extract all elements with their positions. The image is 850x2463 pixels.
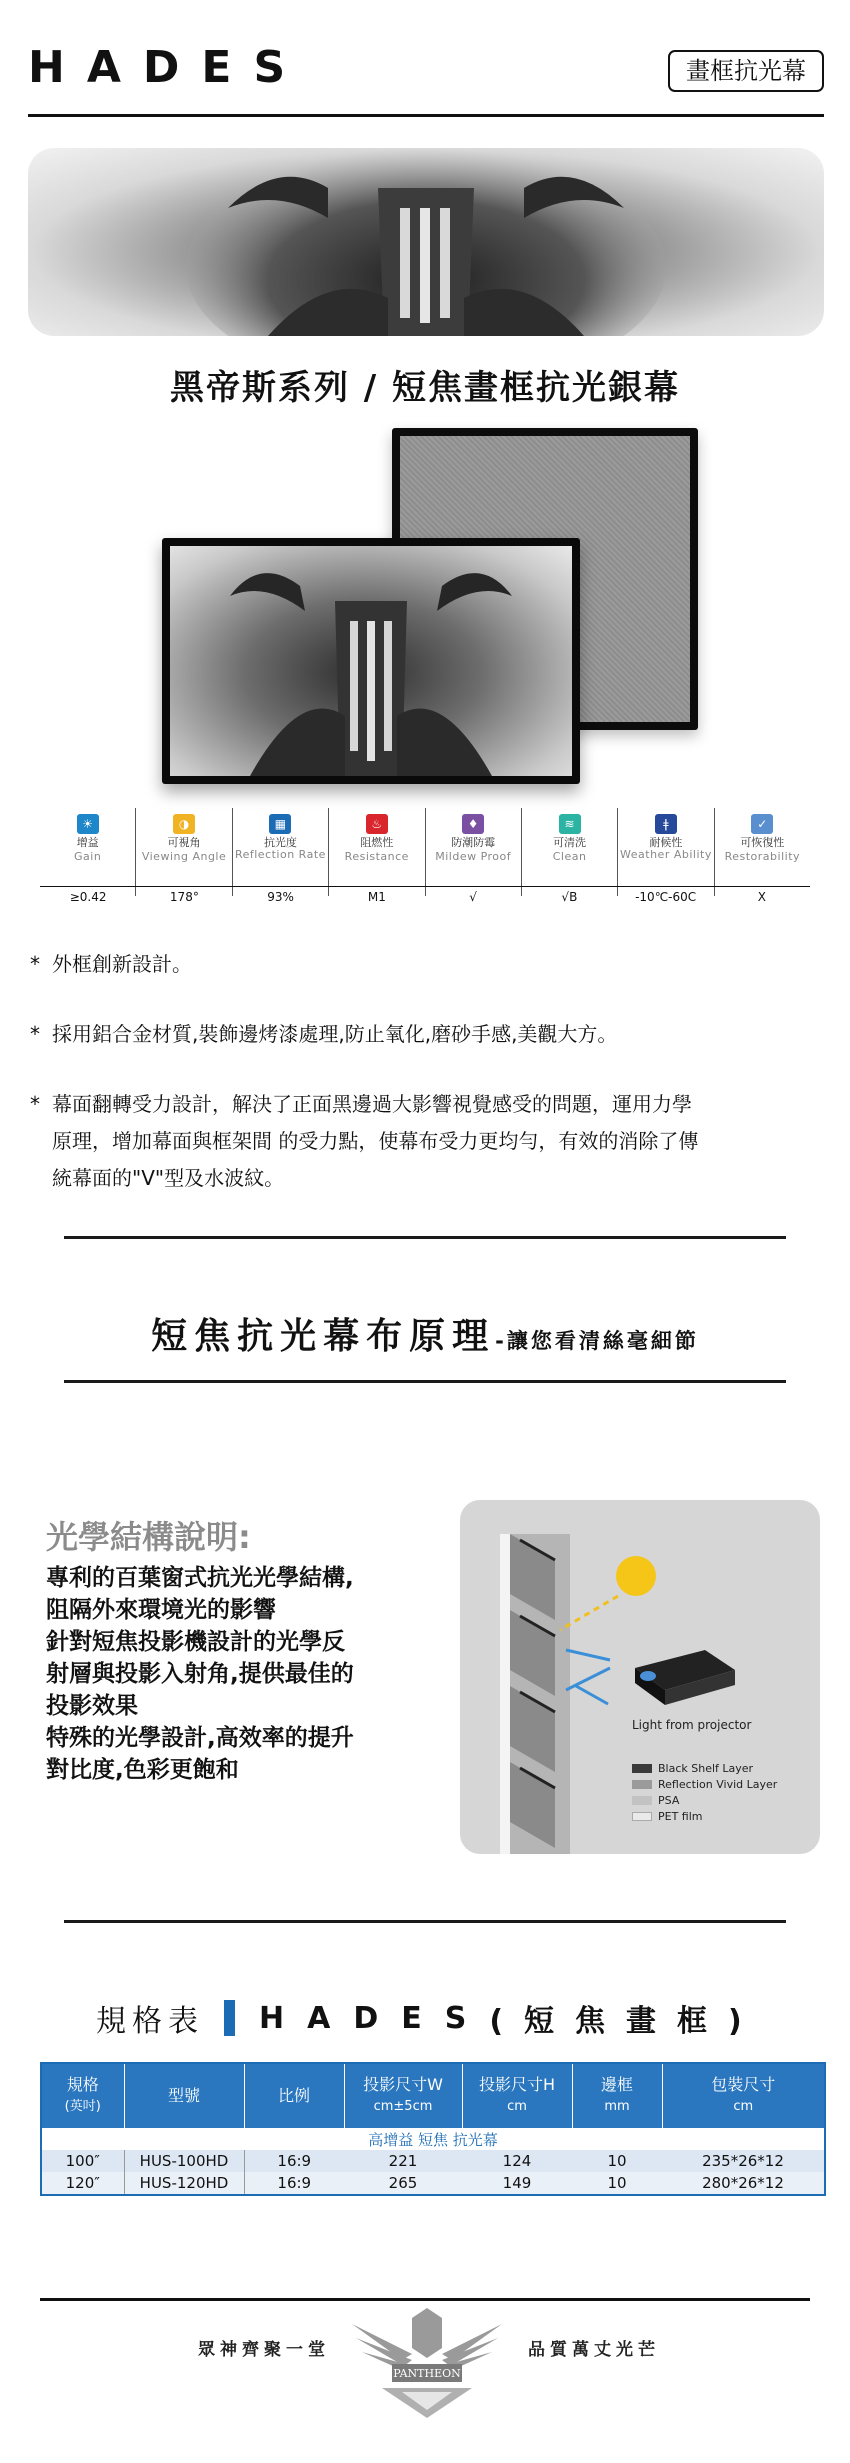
warrior-banner-art — [28, 148, 824, 336]
spec-label-zh: 阻燃性 — [360, 836, 394, 849]
bullet-star: * — [30, 1022, 40, 1046]
spec-label-en: Viewing Angle — [141, 850, 227, 863]
spec-label-zh: 抗光度 — [263, 836, 297, 849]
feature-3: * 幕面翻轉受力設計，解決了正面黑邊過大影響視覺感受的問題，運用力學 原理，增加幕面與框架間 的受力點，使幕布受力更均勻，有效的消除了傳 統幕面的"V"型及水波紋。 — [30, 1086, 830, 1197]
legend-swatch — [632, 1780, 652, 1789]
spec-table — [40, 2062, 826, 2196]
spec-value-divider — [40, 886, 810, 887]
principle-heading: 短焦抗光幕布原理-讓您看清絲毫細節 — [151, 1316, 699, 1357]
spec-value: √B — [561, 890, 578, 904]
spec-icon-row — [40, 808, 810, 896]
spec-value: X — [757, 890, 766, 904]
eye-angle-icon: ◑ — [173, 814, 195, 834]
legend-item: Black Shelf Layer — [632, 1762, 753, 1775]
svg-text:PANTHEON: PANTHEON — [393, 2367, 461, 2380]
table-header-row — [42, 2064, 824, 2128]
thermometer-icon: ǂ — [655, 814, 677, 834]
optics-title: 光學結構說明: — [46, 1518, 251, 1556]
projector-label: Light from projector — [632, 1718, 752, 1732]
droplet-icon: ♦ — [462, 814, 484, 834]
spec-value: ≥0.42 — [69, 890, 107, 904]
pantheon-logo-icon — [342, 2304, 512, 2420]
spec-label-zh: 防潮防霉 — [451, 836, 496, 849]
spec-reflection-rate — [233, 808, 329, 896]
spec-value-row — [40, 890, 810, 908]
bullet-star: * — [30, 1092, 40, 1116]
col-size: 規格 (英吋) — [42, 2064, 124, 2128]
spec-value: M1 — [367, 890, 386, 904]
spec-value: -10℃-60C — [635, 890, 697, 904]
col-frame: 邊框 mm — [572, 2064, 662, 2128]
section-divider-top — [64, 1236, 786, 1239]
feature-2: * 採用鋁合金材質,裝飾邊烤漆處理,防止氧化,磨砂手感,美觀大方。 — [30, 1016, 830, 1053]
spec-heading: 規格表 HADES (短焦畫框) — [96, 2000, 763, 2039]
col-height: 投影尺寸H cm — [462, 2064, 572, 2128]
spec-label-zh: 增益 — [76, 836, 99, 849]
spec-gain — [40, 808, 136, 896]
spec-label-en: Restorability — [724, 850, 801, 863]
footer-divider — [40, 2298, 810, 2301]
check-box-icon: ✓ — [751, 814, 773, 834]
table-banner-row: 高增益 短焦 抗光幕 — [368, 2130, 498, 2149]
wash-icon: ≋ — [559, 814, 581, 834]
spec-label-en: Reflection Rate — [234, 848, 326, 861]
brand-title: HADES — [28, 42, 308, 93]
optics-description: 專利的百葉窗式抗光光學結構, 阻隔外來環境光的影響 針對短焦投影機設計的光學反 射層與投影入射角,提供最佳的 投影效果 特殊的光學設計,高效率的提升 對比度,色彩更飽和 — [46, 1565, 354, 1783]
legend-swatch — [632, 1796, 652, 1805]
spec-clean — [522, 808, 618, 896]
header-divider — [28, 114, 824, 117]
spec-label-en: Weather Ability — [620, 848, 712, 861]
accent-bar — [224, 2000, 235, 2036]
spec-label-zh: 耐候性 — [649, 836, 683, 849]
spec-value: 93% — [267, 890, 294, 904]
optics-diagram — [460, 1500, 820, 1854]
col-width: 投影尺寸W cm±5cm — [344, 2064, 462, 2128]
footer-slogan-right: 品質萬丈光芒 — [528, 2340, 660, 2360]
table-row: 120″ HUS-120HD 16:9 265 149 10 280*26*12 — [42, 2172, 824, 2194]
sun-icon: ☀ — [77, 814, 99, 834]
flame-icon: ♨ — [366, 814, 388, 834]
spec-restorability — [715, 808, 810, 896]
spec-viewing-angle — [136, 808, 232, 896]
spec-mildew-proof — [426, 808, 522, 896]
spec-label-zh: 可視角 — [167, 836, 201, 849]
spec-weather-ability — [618, 808, 714, 896]
spec-value: 178° — [169, 890, 199, 904]
spec-resistance — [329, 808, 425, 896]
reflection-icon: ▦ — [269, 814, 291, 834]
hero-banner — [28, 148, 824, 336]
legend-item: Reflection Vivid Layer — [632, 1778, 777, 1791]
footer-slogan-left: 眾神齊聚一堂 — [198, 2340, 330, 2360]
col-package: 包裝尺寸 cm — [662, 2064, 824, 2128]
legend-swatch — [632, 1812, 652, 1821]
screen-front-view — [162, 538, 580, 784]
spec-divider — [64, 1920, 786, 1923]
spec-label-en: Resistance — [344, 850, 409, 863]
spec-label-zh: 可清洗 — [553, 836, 587, 849]
main-title: 黑帝斯系列 / 短焦畫框抗光銀幕 — [169, 368, 681, 408]
spec-value: √ — [469, 890, 477, 904]
sun-icon — [616, 1556, 656, 1596]
col-model: 型號 — [124, 2064, 244, 2128]
table-row: 100″ HUS-100HD 16:9 221 124 10 235*26*12 — [42, 2150, 824, 2172]
feature-1: * 外框創新設計。 — [30, 946, 830, 983]
bullet-star: * — [30, 952, 40, 976]
warrior-screen-art — [170, 546, 572, 776]
legend-item: PSA — [632, 1794, 679, 1807]
legend-swatch — [632, 1764, 652, 1773]
section-divider-bottom — [64, 1380, 786, 1383]
legend-item: PET film — [632, 1810, 703, 1823]
product-badge: 畫框抗光幕 — [668, 50, 824, 92]
spec-label-en: Gain — [74, 850, 102, 863]
col-ratio: 比例 — [244, 2064, 344, 2128]
spec-label-en: Clean — [552, 850, 587, 863]
spec-label-en: Mildew Proof — [435, 850, 512, 863]
spec-label-zh: 可恢復性 — [740, 836, 785, 849]
